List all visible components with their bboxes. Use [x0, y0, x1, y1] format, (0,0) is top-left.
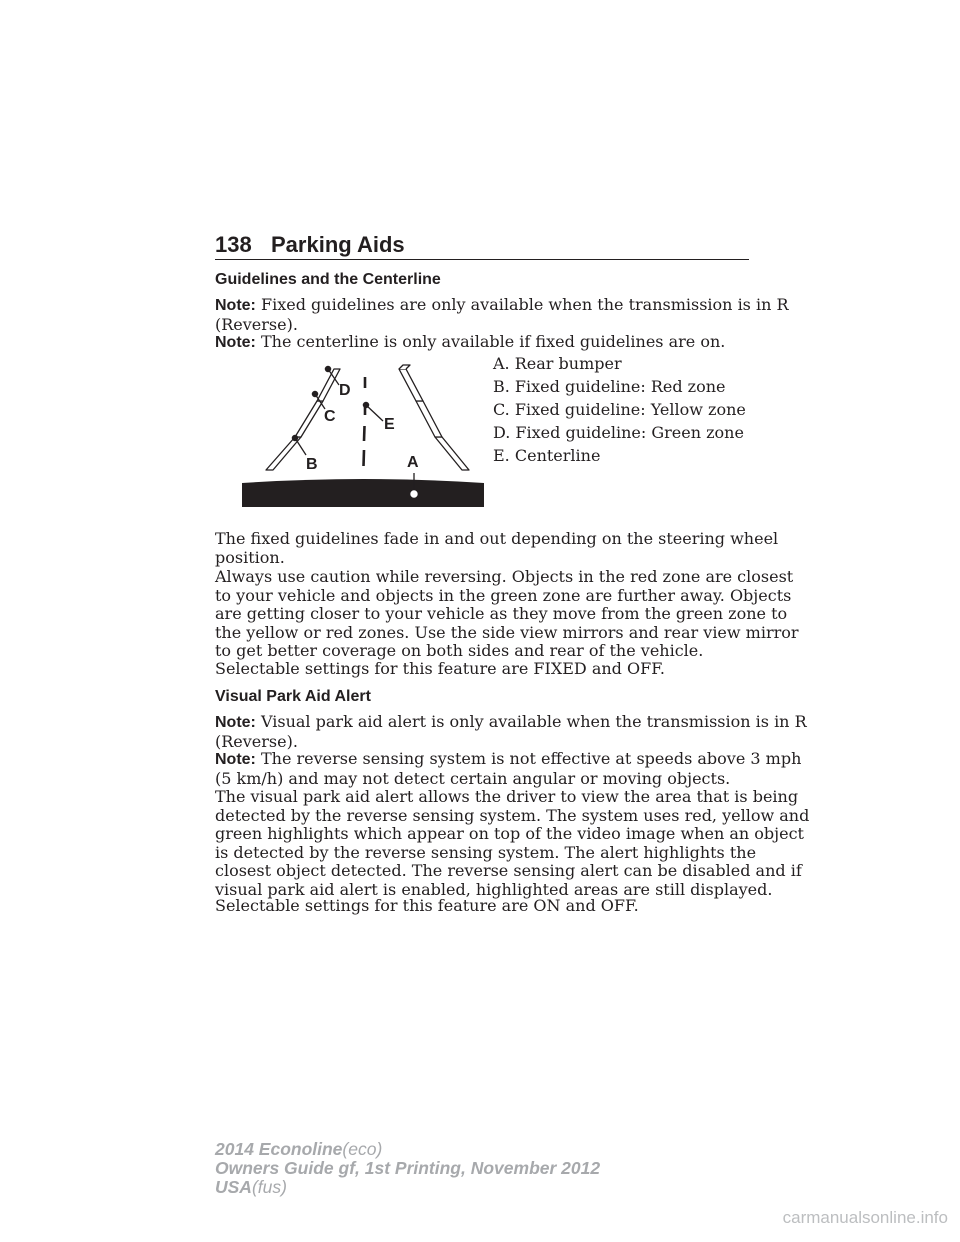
note-label: Note: — [215, 751, 256, 768]
callout-c: C — [324, 408, 336, 425]
rear-bumper — [242, 479, 484, 507]
left-guideline-red — [266, 437, 301, 470]
note-text-cont: (Reverse). — [215, 731, 298, 751]
callout-b: B — [306, 456, 318, 473]
watermark: carmanualsonline.info — [782, 1208, 948, 1227]
note-label: Note: — [215, 297, 256, 314]
header-rule — [215, 259, 749, 260]
legend-item-d: D. Fixed guideline: Green zone — [493, 423, 744, 442]
paragraph-settings-on-off: Selectable settings for this feature are ON and OFF. — [215, 896, 639, 915]
footer-market-code: (fus) — [251, 1177, 287, 1197]
paragraph-fade: The fixed guidelines fade in and out depending on the steering wheel position. — [215, 529, 779, 567]
note-fixed-guidelines — [215, 296, 789, 334]
note-text: The centerline is only available if fixed guidelines are on. — [260, 332, 726, 351]
legend-item-a: A. Rear bumper — [493, 354, 622, 373]
note-centerline — [215, 333, 725, 353]
footer-market: USA — [215, 1177, 252, 1197]
footer-model-code: (eco) — [342, 1139, 383, 1159]
figure-legend — [493, 355, 746, 470]
section-heading-guidelines: Guidelines and the Centerline — [215, 271, 441, 288]
note-text-cont: (Reverse). — [215, 314, 298, 334]
page-number: 138 — [215, 232, 252, 257]
legend-item-e: E. Centerline — [493, 446, 601, 465]
section-title: Parking Aids — [271, 232, 405, 257]
legend-item-c: C. Fixed guideline: Yellow zone — [493, 400, 746, 419]
paragraph-caution: Always use caution while reversing. Objects in the red zone are closest to your vehicle and objects in the green zone are further away. Objects are getting closer to your vehicle as they move from the green zone to the yellow or red zones. Use the side view mirrors and rear view mirror to get better coverage on both sides and rear of the vehicle. — [215, 567, 799, 660]
paragraph-settings-fixed: Selectable settings for this feature are FIXED and OFF. — [215, 659, 665, 678]
right-guideline-cap — [399, 365, 410, 369]
right-guideline-yellow — [416, 401, 442, 437]
callout-a: A — [407, 454, 419, 471]
left-guideline-green — [317, 369, 340, 401]
page-header — [215, 232, 749, 262]
left-guideline-yellow — [295, 401, 323, 437]
note-text: The reverse sensing system is not effective at speeds above 3 mph — [260, 749, 802, 768]
right-guideline-red — [435, 437, 469, 470]
guidelines-diagram — [242, 357, 487, 507]
right-guideline-green — [399, 369, 423, 401]
note-label: Note: — [215, 334, 256, 351]
callout-d: D — [339, 382, 351, 399]
note-reverse-sensing — [215, 750, 801, 788]
note-text: Visual park aid alert is only available when the transmission is in R — [260, 712, 807, 731]
note-label: Note: — [215, 714, 256, 731]
paragraph-visual-park-aid: The visual park aid alert allows the driver to view the area that is being detected by the reverse sensing system. The system uses red, yellow and green highlights which appear on top of the video image when an object is detected by the reverse sensing system. The alert highlights the closest object detected. The reverse sensing alert can be disabled and if visual park aid alert is enabled, highlighted areas are still displayed. — [215, 787, 810, 899]
note-text-cont: (5 km/h) and may not detect certain angular or moving objects. — [215, 768, 731, 788]
footer-model: 2014 Econoline — [215, 1139, 343, 1159]
centerline — [364, 377, 366, 466]
legend-item-b: B. Fixed guideline: Red zone — [493, 377, 726, 396]
page-footer — [215, 1140, 600, 1197]
callout-e: E — [384, 416, 395, 433]
note-visual-park-aid — [215, 713, 807, 751]
note-text: Fixed guidelines are only available when the transmission is in R — [260, 295, 789, 314]
section-heading-visual-park-aid: Visual Park Aid Alert — [215, 688, 371, 705]
footer-printing: Owners Guide gf, 1st Printing, November 2012 — [215, 1158, 601, 1178]
